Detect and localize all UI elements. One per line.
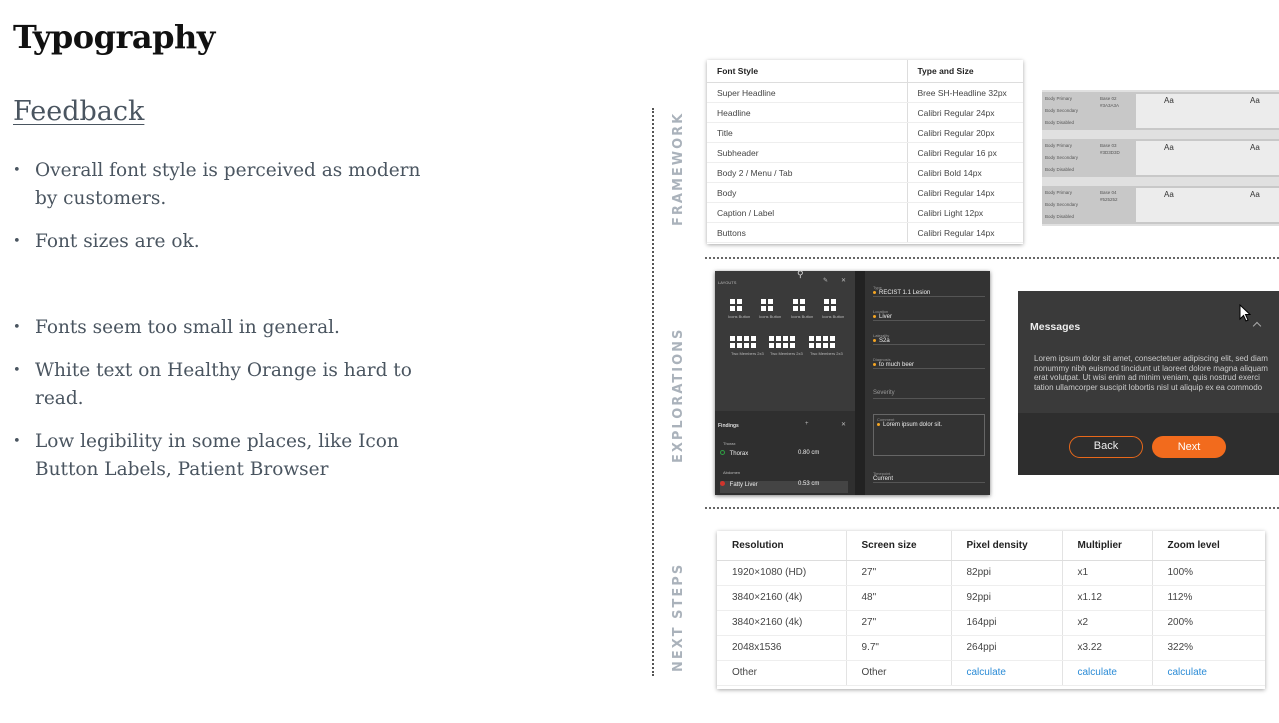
table-row <box>707 103 1023 123</box>
search-icon[interactable]: ⚲ <box>797 271 804 279</box>
table-header: Screen size <box>846 531 951 560</box>
table-row <box>717 660 1265 685</box>
mouse-cursor-icon <box>1239 304 1251 322</box>
swatch-label: Body Disabled <box>1045 214 1075 219</box>
back-button[interactable]: Back <box>1069 436 1143 458</box>
section-label-explorations: EXPLORATIONS <box>671 327 686 463</box>
table-row <box>717 635 1265 660</box>
layout-grid-icon[interactable] <box>730 336 742 348</box>
table-header: Resolution <box>717 531 846 560</box>
messages-text: Lorem ipsum dolor sit amet, consectetuer adipiscing elit, sed diam nonummy nibh euismod tincidunt ut laoreet dolore magna aliquam erat volutpat. Ut wisi enim ad minim veniam, quis nostrud exerci tation ullamcorper suscipit lobortis nisl ut aliquip ex ea commodo <box>1034 354 1268 392</box>
table-row <box>717 560 1265 585</box>
table-cell: x2 <box>1062 610 1152 635</box>
field-label: Location <box>873 309 889 314</box>
layout-grid-icon[interactable] <box>783 336 795 348</box>
calculate-link[interactable]: calculate <box>1152 660 1265 685</box>
table-cell: Calibri Regular 14px <box>907 223 1023 243</box>
calculate-link[interactable]: calculate <box>951 660 1062 685</box>
layout-tile-label: Icons Button <box>822 314 845 319</box>
table-cell: Super Headline <box>707 83 907 103</box>
table-cell: x1.12 <box>1062 585 1152 610</box>
section-divider <box>705 257 1279 259</box>
layout-grid-icon[interactable] <box>744 336 756 348</box>
close-icon[interactable]: ✕ <box>841 278 847 284</box>
finding-row[interactable] <box>720 450 848 462</box>
required-dot-icon <box>873 291 876 294</box>
layout-tile-label: Two Members 2x3 <box>731 351 764 356</box>
swatch-label: Body Primary <box>1045 190 1073 195</box>
finding-group: Abdomen <box>723 470 741 475</box>
resolution-table <box>717 531 1265 689</box>
table-cell: 200% <box>1152 610 1265 635</box>
table-cell: Title <box>707 123 907 143</box>
swatch-row <box>1042 92 1279 130</box>
layouts-column <box>715 271 855 495</box>
swatch-label: Body Disabled <box>1045 120 1075 125</box>
table-cell: 92ppi <box>951 585 1062 610</box>
findings-section <box>715 411 855 495</box>
layout-tile-label: Icons Button <box>728 314 751 319</box>
table-row <box>707 83 1023 103</box>
finding-detail-column <box>865 271 990 495</box>
status-dot-icon <box>720 481 725 486</box>
swatch-hex: #3A3A3A <box>1100 103 1120 108</box>
layout-tile-label: Icons Button <box>791 314 814 319</box>
list-item: • Low legibility in some places, like Icon Button Labels, Patient Browser <box>13 428 433 484</box>
finding-row[interactable] <box>720 481 848 493</box>
table-header: Font Style <box>707 60 907 83</box>
swatch-label: Body Primary <box>1045 96 1073 101</box>
table-row <box>707 143 1023 163</box>
swatch-hex: #525252 <box>1100 197 1118 202</box>
list-item: • Fonts seem too small in general. <box>13 314 433 342</box>
table-cell: Body 2 / Menu / Tab <box>707 163 907 183</box>
table-cell: x3.22 <box>1062 635 1152 660</box>
layout-grid-icon[interactable] <box>769 336 781 348</box>
swatch-aa: Aa <box>1250 190 1260 199</box>
finding-value: 0.53 cm <box>798 481 820 487</box>
calculate-link[interactable]: calculate <box>1062 660 1152 685</box>
table-row <box>717 585 1265 610</box>
swatch-aa: Aa <box>1250 143 1260 152</box>
table-cell: 3840×2160 (4k) <box>717 585 846 610</box>
swatch-aa: Aa <box>1164 190 1174 199</box>
finding-name: Fatty Liver <box>729 482 758 488</box>
layouts-label: LAYOUTS <box>718 280 737 285</box>
swatch-card <box>1136 94 1279 128</box>
swatch-name: Base 02 <box>1100 96 1117 101</box>
required-dot-icon <box>873 315 876 318</box>
field-value: Lorem ipsum dolor sit. <box>883 422 943 428</box>
field-label: Laterality <box>873 333 890 338</box>
findings-label: Findings <box>718 423 739 429</box>
layout-grid-icon[interactable] <box>793 299 805 311</box>
swatch-card <box>1136 188 1279 222</box>
next-button[interactable]: Next <box>1152 436 1226 458</box>
table-row <box>707 223 1023 243</box>
table-cell: 48" <box>846 585 951 610</box>
table-header: Type and Size <box>907 60 1023 83</box>
field-value: Current <box>873 476 894 482</box>
table-cell: Other <box>717 660 846 685</box>
finding-name: Thorax <box>729 451 749 457</box>
layout-tile-label: Two Members 2x3 <box>770 351 803 356</box>
table-cell: 164ppi <box>951 610 1062 635</box>
list-item: • Overall font style is perceived as modern by customers. <box>13 157 433 213</box>
table-cell: Calibri Light 12px <box>907 203 1023 223</box>
swatch-aa: Aa <box>1250 96 1260 105</box>
table-cell: 112% <box>1152 585 1265 610</box>
table-cell: Other <box>846 660 951 685</box>
page-title: Typography <box>13 18 215 56</box>
swatch-name: Base 03 <box>1100 143 1117 148</box>
layout-grid-icon[interactable] <box>823 336 835 348</box>
table-cell: 82ppi <box>951 560 1062 585</box>
close-icon[interactable]: ✕ <box>841 422 847 428</box>
table-cell: Calibri Regular 20px <box>907 123 1023 143</box>
table-cell: Body <box>707 183 907 203</box>
laterality-field[interactable] <box>873 333 985 345</box>
comment-field[interactable] <box>873 414 985 456</box>
field-value: Severity <box>873 390 895 396</box>
table-cell: Calibri Regular 14px <box>907 183 1023 203</box>
table-cell: 2048x1536 <box>717 635 846 660</box>
table-cell: Buttons <box>707 223 907 243</box>
table-cell: x1 <box>1062 560 1152 585</box>
layout-grid-icon[interactable] <box>824 299 836 311</box>
required-dot-icon <box>877 423 880 426</box>
list-item: • Font sizes are ok. <box>13 228 433 256</box>
add-icon[interactable]: + <box>805 421 809 427</box>
table-cell: Headline <box>707 103 907 123</box>
feedback-positive-list <box>13 157 433 271</box>
layout-tile-label: Two Members 2x3 <box>810 351 843 356</box>
field-label: Diagnosis <box>873 357 891 362</box>
table-cell: 264ppi <box>951 635 1062 660</box>
severity-field[interactable] <box>873 383 985 399</box>
table-cell: 100% <box>1152 560 1265 585</box>
table-cell: 27" <box>846 560 951 585</box>
vertical-divider <box>652 108 654 676</box>
timepoint-field[interactable] <box>873 471 985 483</box>
swatch-label: Body Primary <box>1045 143 1073 148</box>
table-cell: Bree SH-Headline 32px <box>907 83 1023 103</box>
section-label-framework: FRAMEWORK <box>671 111 686 226</box>
field-label: Comment <box>877 417 895 422</box>
list-item: • White text on Healthy Orange is hard to read. <box>13 357 433 413</box>
layout-grid-icon[interactable] <box>761 299 773 311</box>
required-dot-icon <box>873 339 876 342</box>
feedback-negative-list <box>13 314 433 499</box>
field-value: RECIST 1.1 Lesion <box>879 290 931 296</box>
table-cell: 322% <box>1152 635 1265 660</box>
swatch-aa: Aa <box>1164 143 1174 152</box>
panel-divider <box>855 271 865 495</box>
swatch-label: Body Secondary <box>1045 155 1079 160</box>
swatch-name: Base 04 <box>1100 190 1117 195</box>
table-row <box>707 163 1023 183</box>
table-cell: 3840×2160 (4k) <box>717 610 846 635</box>
findings-panel-exploration <box>715 271 990 495</box>
table-cell: Calibri Regular 16 px <box>907 143 1023 163</box>
layout-grid-icon[interactable] <box>730 299 742 311</box>
swatch-aa: Aa <box>1164 96 1174 105</box>
location-field[interactable] <box>873 309 985 321</box>
swatch-hex: #3D3D3D <box>1100 150 1120 155</box>
table-row <box>707 203 1023 223</box>
table-cell: Subheader <box>707 143 907 163</box>
table-cell: Calibri Regular 24px <box>907 103 1023 123</box>
table-cell: 27" <box>846 610 951 635</box>
edit-icon[interactable]: ✎ <box>823 278 829 284</box>
section-divider <box>705 507 1279 509</box>
table-row <box>707 183 1023 203</box>
layout-tile-label: Icons Button <box>759 314 782 319</box>
required-dot-icon <box>873 363 876 366</box>
layout-grid-icon[interactable] <box>809 336 821 348</box>
field-value: to much beer <box>879 362 915 368</box>
swatch-label: Body Secondary <box>1045 202 1079 207</box>
swatch-label: Body Secondary <box>1045 108 1079 113</box>
finding-value: 0.80 cm <box>798 450 820 456</box>
color-swatch-panel <box>1042 90 1279 226</box>
feedback-subtitle: Feedback <box>13 96 145 127</box>
type-field[interactable] <box>873 285 985 297</box>
field-label: Timepoint <box>873 471 891 476</box>
table-header: Zoom level <box>1152 531 1265 560</box>
diagnosis-field[interactable] <box>873 357 985 369</box>
swatch-row <box>1042 139 1279 177</box>
status-dot-icon <box>720 450 725 455</box>
table-cell: Calibri Bold 14px <box>907 163 1023 183</box>
table-cell: 9.7" <box>846 635 951 660</box>
font-style-table <box>707 60 1023 244</box>
swatch-label: Body Disabled <box>1045 167 1075 172</box>
finding-group: Thorax <box>723 441 736 446</box>
table-header: Multiplier <box>1062 531 1152 560</box>
field-value: Liver <box>879 314 893 320</box>
table-cell: Caption / Label <box>707 203 907 223</box>
table-header: Pixel density <box>951 531 1062 560</box>
messages-title: Messages <box>1030 321 1081 333</box>
table-cell: 1920×1080 (HD) <box>717 560 846 585</box>
table-row <box>717 610 1265 635</box>
table-row <box>707 123 1023 143</box>
field-value: S2a <box>879 338 890 344</box>
section-label-next-steps: NEXT STEPS <box>671 562 686 672</box>
field-label: Type <box>873 285 882 290</box>
swatch-card <box>1136 141 1279 175</box>
swatch-row <box>1042 186 1279 224</box>
